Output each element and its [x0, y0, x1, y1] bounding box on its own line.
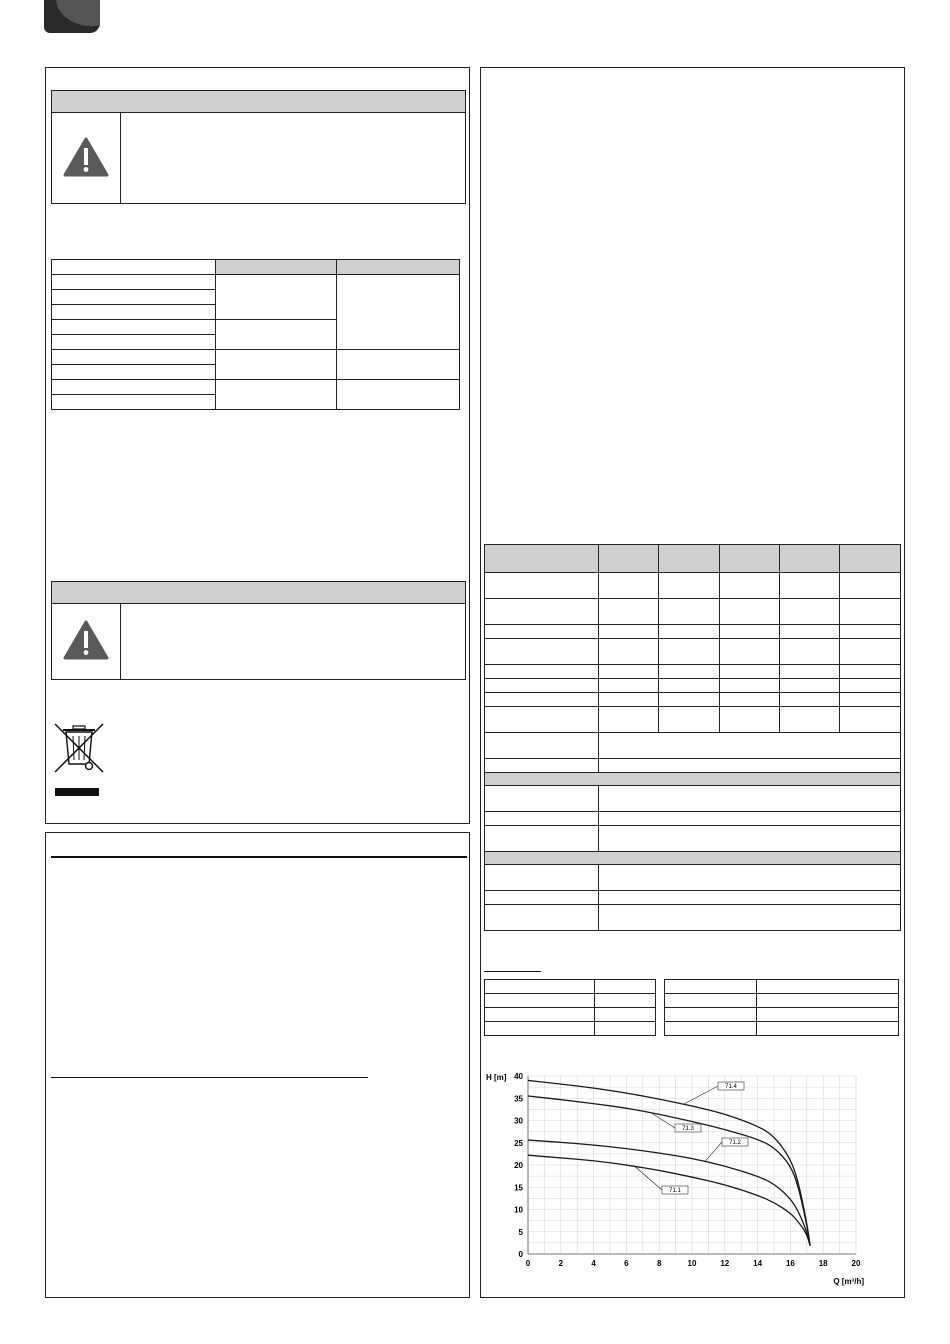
table-cell: [595, 980, 656, 994]
table-cell: [599, 679, 659, 693]
table-cell: [599, 665, 659, 679]
table-cell: [485, 786, 599, 812]
table-cell: [780, 665, 840, 679]
x-axis-label: Q [m³/h]: [833, 1277, 864, 1286]
subsection-heading-rule: [51, 1077, 368, 1078]
table-cell: [485, 639, 599, 665]
left-spec-table: [51, 259, 460, 410]
table-cell: [485, 733, 599, 759]
y-tick-label: 30: [514, 1116, 523, 1126]
table-cell: [485, 665, 599, 679]
table-cell: [485, 1022, 595, 1036]
crossed-out-wheelie-bin-icon: [51, 720, 111, 804]
x-tick-label: 16: [785, 1259, 795, 1268]
x-tick-label: 0: [525, 1259, 531, 1268]
table-cell: [52, 380, 216, 395]
x-tick-label: 4: [591, 1259, 596, 1268]
table-cell: [840, 665, 901, 679]
table-cell: [216, 350, 337, 380]
table-cell: [720, 639, 780, 665]
y-axis-label: H [m]: [486, 1073, 507, 1082]
table-cell: [485, 826, 599, 852]
table-cell: [757, 1008, 899, 1022]
x-tick-label: 10: [687, 1259, 697, 1268]
table-section-header: [485, 773, 901, 786]
table-cell: [780, 625, 840, 639]
y-tick-label: 40: [514, 1072, 523, 1081]
table-header-cell: [840, 545, 901, 573]
table-cell: [720, 693, 780, 707]
table-cell: [599, 905, 901, 931]
table-cell: [485, 980, 595, 994]
series-label-leader: [684, 1086, 718, 1104]
table-cell: [485, 759, 599, 773]
series-label-71-3: 71.3: [682, 1126, 694, 1133]
table-cell: [52, 365, 216, 380]
x-tick-labels: [526, 1259, 861, 1268]
table-cell: [840, 639, 901, 665]
table-cell: [840, 625, 901, 639]
table-cell: [840, 707, 901, 733]
x-tick-label: 12: [720, 1259, 730, 1268]
table-cell: [485, 693, 599, 707]
table-cell: [52, 290, 216, 305]
table-cell: [599, 573, 659, 599]
y-tick-label: 15: [514, 1183, 523, 1193]
series-label-71-4: 71.4: [725, 1084, 737, 1091]
table-cell: [52, 320, 216, 335]
y-tick-label: 0: [518, 1250, 523, 1259]
table-section-header: [485, 852, 901, 865]
table-cell: [216, 275, 337, 320]
x-tick-label: 14: [753, 1259, 763, 1268]
table-cell: [780, 693, 840, 707]
table-cell: [485, 707, 599, 733]
table-cell: [485, 679, 599, 693]
chart-series: [528, 1080, 810, 1246]
table-cell: [595, 1008, 656, 1022]
table-cell: [659, 573, 720, 599]
table-cell: [840, 693, 901, 707]
table-cell: [599, 599, 659, 625]
table-cell: [599, 812, 901, 826]
warning-triangle-icon: [63, 136, 109, 178]
legend-heading-rule: [484, 971, 541, 972]
table-cell: [595, 1022, 656, 1036]
table-cell: [599, 865, 901, 891]
table-cell: [599, 639, 659, 665]
table-cell: [665, 994, 757, 1008]
small-table-right: [664, 979, 899, 1036]
series-line-71-3: [528, 1096, 810, 1245]
table-cell: [840, 679, 901, 693]
table-header-cell: [485, 545, 599, 573]
table-cell: [485, 905, 599, 931]
table-cell: [337, 275, 460, 350]
table-cell: [780, 573, 840, 599]
y-tick-label: 20: [514, 1161, 523, 1170]
x-tick-label: 18: [818, 1259, 828, 1268]
table-cell: [665, 1008, 757, 1022]
table-cell: [485, 865, 599, 891]
table-cell: [599, 826, 901, 852]
x-tick-label: 6: [624, 1259, 629, 1268]
table-cell: [720, 625, 780, 639]
table-cell: [485, 625, 599, 639]
table-cell: [659, 707, 720, 733]
table-header-cell: [52, 260, 216, 275]
table-cell: [216, 320, 337, 350]
table-cell: [757, 994, 899, 1008]
table-cell: [757, 1022, 899, 1036]
table-header-cell: [599, 545, 659, 573]
table-cell: [659, 693, 720, 707]
table-cell: [659, 679, 720, 693]
warning-box-2: [51, 581, 466, 680]
series-line-71-1: [528, 1155, 810, 1246]
table-header-cell: [659, 545, 720, 573]
table-cell: [485, 812, 599, 826]
warning-box-2-icon-cell: [52, 603, 121, 679]
table-cell: [599, 733, 901, 759]
table-cell: [780, 639, 840, 665]
table-cell: [720, 665, 780, 679]
table-cell: [52, 305, 216, 320]
table-cell: [780, 707, 840, 733]
table-cell: [659, 599, 720, 625]
table-cell: [840, 573, 901, 599]
table-cell: [840, 599, 901, 625]
table-cell: [595, 994, 656, 1008]
x-tick-label: 20: [851, 1259, 861, 1268]
y-tick-label: 35: [514, 1094, 523, 1104]
pump-performance-chart: [482, 1066, 882, 1288]
table-cell: [485, 1008, 595, 1022]
table-cell: [659, 625, 720, 639]
table-cell: [52, 395, 216, 410]
table-header-cell: [337, 260, 460, 275]
table-cell: [52, 275, 216, 290]
table-cell: [780, 599, 840, 625]
table-cell: [720, 599, 780, 625]
small-table-left: [484, 979, 656, 1036]
table-cell: [52, 350, 216, 365]
table-cell: [665, 980, 757, 994]
table-header-cell: [216, 260, 337, 275]
x-tick-label: 8: [656, 1259, 662, 1268]
warning-box-1-icon-cell: [52, 112, 121, 203]
table-cell: [599, 891, 901, 905]
series-label-71-1: 71.1: [669, 1188, 681, 1195]
table-cell: [720, 679, 780, 693]
x-tick-label: 2: [558, 1259, 564, 1268]
table-cell: [337, 350, 460, 380]
warning-box-1-header: [52, 91, 465, 113]
series-label-71-2: 71.2: [729, 1140, 741, 1147]
section-heading-rule: [51, 856, 467, 858]
table-cell: [52, 335, 216, 350]
table-cell: [485, 891, 599, 905]
technical-data-table: [484, 544, 901, 931]
y-tick-labels: [514, 1072, 523, 1259]
table-cell: [599, 786, 901, 812]
warning-triangle-icon: [63, 619, 109, 661]
table-cell: [659, 665, 720, 679]
table-cell: [659, 639, 720, 665]
series-label-leader: [705, 1142, 722, 1161]
corner-tab-mark: [44, 0, 100, 33]
left-top-panel: [45, 67, 470, 824]
table-cell: [216, 380, 337, 410]
table-cell: [485, 994, 595, 1008]
left-bottom-panel: [45, 832, 470, 1298]
table-cell: [599, 707, 659, 733]
table-cell: [599, 625, 659, 639]
y-tick-label: 10: [514, 1205, 523, 1215]
table-header-cell: [780, 545, 840, 573]
y-tick-label: 5: [518, 1227, 523, 1237]
table-cell: [780, 679, 840, 693]
table-cell: [599, 693, 659, 707]
table-cell: [337, 380, 460, 410]
table-cell: [757, 980, 899, 994]
table-cell: [485, 573, 599, 599]
table-cell: [720, 707, 780, 733]
table-cell: [485, 599, 599, 625]
warning-box-1: [51, 90, 466, 204]
y-tick-label: 25: [514, 1138, 523, 1148]
table-cell: [665, 1022, 757, 1036]
table-cell: [599, 759, 901, 773]
warning-box-2-header: [52, 582, 465, 604]
table-cell: [720, 573, 780, 599]
table-header-cell: [720, 545, 780, 573]
